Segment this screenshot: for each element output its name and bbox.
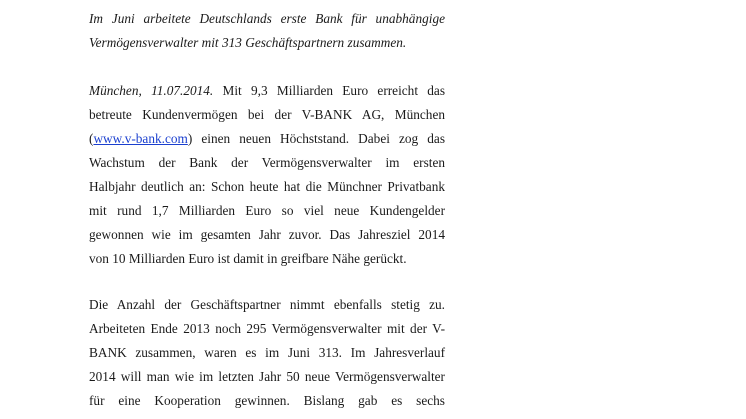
paragraph-text: Mit 9,3 Milliarden Euro erreicht das bbox=[213, 83, 446, 98]
paragraph-line: 2014 will man wie im letzten Jahr 50 neue Vermögensverwalter bbox=[89, 369, 445, 384]
body-paragraph-2 bbox=[89, 293, 445, 413]
paragraph-text: ( bbox=[89, 131, 94, 146]
paragraph-line: BANK zusammen, waren es im Juni 313. Im Jahresverlauf bbox=[89, 345, 445, 360]
paragraph-line: Wachstum der Bank der Vermögensverwalter im ersten bbox=[89, 155, 445, 170]
paragraph-line: Arbeiteten Ende 2013 noch 295 Vermögensverwalter mit der V- bbox=[89, 321, 445, 336]
paragraph-text: ) einen neuen Höchststand. Dabei zog das bbox=[187, 131, 445, 146]
paragraph-line: für eine Kooperation gewinnen. Bislang gab es sechs bbox=[89, 393, 445, 408]
website-link[interactable]: www.v-bank.com bbox=[93, 131, 188, 146]
paragraph-line: gewonnen wie im gesamten Jahr zuvor. Das Jahresziel 2014 bbox=[89, 227, 445, 242]
paragraph-line bbox=[89, 79, 445, 103]
dateline: München, 11.07.2014. bbox=[89, 83, 214, 98]
paragraph-line: Die Anzahl der Geschäftspartner nimmt ebenfalls stetig zu. bbox=[89, 297, 445, 312]
paragraph-line bbox=[89, 127, 445, 151]
lead-line: Im Juni arbeitete Deutschlands erste Bank für unabhängige bbox=[89, 11, 445, 26]
body-paragraph-1 bbox=[89, 79, 445, 271]
paragraph-line: mit rund 1,7 Milliarden Euro so viel neue Kundengelder bbox=[89, 203, 445, 218]
lead-line: Vermögensverwalter mit 313 Geschäftspartnern zusammen. bbox=[89, 35, 407, 50]
paragraph-line: von 10 Milliarden Euro ist damit in greifbare Nähe gerückt. bbox=[89, 251, 407, 266]
paragraph-line: Halbjahr deutlich an: Schon heute hat die Münchner Privatbank bbox=[89, 179, 445, 194]
paragraph-line: betreute Kundenvermögen bei der V-BANK AG, München bbox=[89, 107, 445, 122]
lead-paragraph bbox=[89, 7, 445, 55]
